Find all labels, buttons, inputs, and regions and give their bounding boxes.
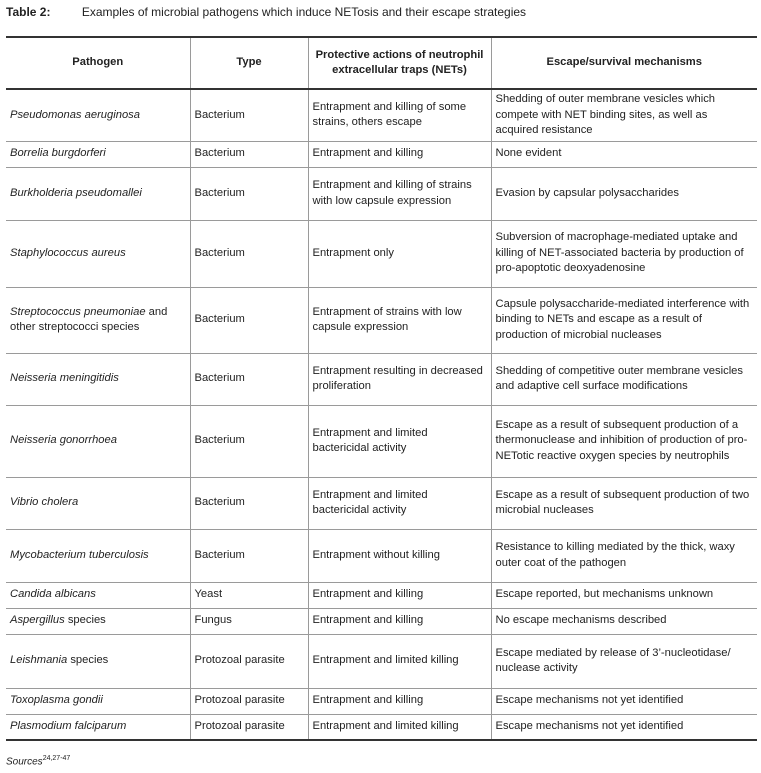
cell-escape-mechanism: Resistance to killing mediated by the thick, waxy outer coat of the pathogen <box>491 529 757 582</box>
table-row <box>6 714 757 740</box>
column-header-protective-actions: Protective actions of neutrophil extracellular traps (NETs) <box>308 38 491 89</box>
cell-type: Bacterium <box>190 529 308 582</box>
cell-pathogen <box>6 714 190 740</box>
cell-type: Bacterium <box>190 353 308 405</box>
cell-type: Bacterium <box>190 287 308 353</box>
table-title: Examples of microbial pathogens which induce NETosis and their escape strategies <box>81 5 527 19</box>
cell-protective-action: Entrapment and killing <box>308 688 491 714</box>
cell-protective-action: Entrapment and limited bactericidal activity <box>308 477 491 529</box>
pathogen-name: Candida albicans <box>10 588 96 601</box>
cell-protective-action: Entrapment only <box>308 220 491 287</box>
cell-escape-mechanism: None evident <box>491 141 757 167</box>
pathogen-name: Leishmania <box>10 654 68 667</box>
cell-type: Bacterium <box>190 220 308 287</box>
cell-escape-mechanism: Subversion of macrophage-mediated uptake and killing of NET-associated bacteria by production of pro-apoptotic deoxyadenosine <box>491 220 757 287</box>
pathogen-suffix: species <box>67 654 109 667</box>
cell-escape-mechanism: Capsule polysaccharide-mediated interference with binding to NETs and escape as a result of production of microbial nucleases <box>491 287 757 353</box>
pathogen-table <box>6 38 757 741</box>
cell-escape-mechanism: Evasion by capsular polysaccharides <box>491 167 757 220</box>
table-row <box>6 477 757 529</box>
cell-pathogen <box>6 89 190 141</box>
pathogen-name: Streptococcus pneumoniae <box>10 305 146 318</box>
column-header-pathogen: Pathogen <box>6 38 190 89</box>
pathogen-name: Staphylococcus aureus <box>10 246 126 259</box>
cell-escape-mechanism: Shedding of competitive outer membrane vesicles and adaptive cell surface modifications <box>491 353 757 405</box>
pathogen-suffix: and other streptococci species <box>10 305 168 333</box>
table-row <box>6 287 757 353</box>
cell-protective-action: Entrapment and limited bactericidal activity <box>308 405 491 477</box>
header-row <box>6 38 757 89</box>
sources-label: Sources <box>6 756 43 768</box>
cell-pathogen <box>6 688 190 714</box>
table-row <box>6 608 757 634</box>
cell-pathogen <box>6 287 190 353</box>
table-row <box>6 688 757 714</box>
cell-type: Bacterium <box>190 477 308 529</box>
cell-type: Bacterium <box>190 141 308 167</box>
cell-escape-mechanism: Shedding of outer membrane vesicles which compete with NET binding sites, as well as acquired resistance <box>491 89 757 141</box>
cell-protective-action: Entrapment without killing <box>308 529 491 582</box>
column-header-escape-mechanisms: Escape/survival mechanisms <box>491 38 757 89</box>
pathogen-name: Plasmodium falciparum <box>10 720 127 732</box>
cell-protective-action: Entrapment and killing <box>308 608 491 634</box>
cell-pathogen <box>6 141 190 167</box>
cell-type: Fungus <box>190 608 308 634</box>
pathogen-name: Pseudomonas aeruginosa <box>10 108 140 121</box>
pathogen-name: Mycobacterium tuberculosis <box>10 548 149 561</box>
cell-pathogen <box>6 477 190 529</box>
cell-protective-action: Entrapment and limited killing <box>308 634 491 688</box>
pathogen-suffix: species <box>64 614 106 627</box>
cell-type: Protozoal parasite <box>190 714 308 740</box>
cell-protective-action: Entrapment and limited killing <box>308 714 491 740</box>
cell-protective-action: Entrapment and killing <box>308 141 491 167</box>
table-row <box>6 141 757 167</box>
cell-type: Bacterium <box>190 89 308 141</box>
pathogen-name: Borrelia burgdorferi <box>10 147 106 160</box>
cell-protective-action: Entrapment and killing of strains with low capsule expression <box>308 167 491 220</box>
pathogen-name: Vibrio cholera <box>10 496 79 509</box>
table-row <box>6 167 757 220</box>
table-row <box>6 405 757 477</box>
cell-pathogen <box>6 405 190 477</box>
cell-escape-mechanism: Escape as a result of subsequent production of two microbial nucleases <box>491 477 757 529</box>
cell-protective-action: Entrapment and killing of some strains, others escape <box>308 89 491 141</box>
pathogen-name: Neisseria gonorrhoea <box>10 434 117 447</box>
table-row <box>6 529 757 582</box>
cell-type: Protozoal parasite <box>190 688 308 714</box>
cell-type: Protozoal parasite <box>190 634 308 688</box>
cell-pathogen <box>6 353 190 405</box>
cell-pathogen <box>6 608 190 634</box>
table-row <box>6 89 757 141</box>
pathogen-name: Toxoplasma gondii <box>10 694 103 707</box>
cell-pathogen <box>6 220 190 287</box>
table-caption <box>6 4 526 20</box>
cell-pathogen <box>6 634 190 688</box>
table-label: Table 2: <box>6 5 51 19</box>
cell-escape-mechanism: Escape mechanisms not yet identified <box>491 688 757 714</box>
cell-escape-mechanism: Escape mediated by release of 3’-nucleotidase/ nuclease activity <box>491 634 757 688</box>
cell-pathogen <box>6 167 190 220</box>
sources-note <box>6 755 70 767</box>
cell-protective-action: Entrapment and killing <box>308 582 491 608</box>
cell-type: Bacterium <box>190 167 308 220</box>
pathogen-name: Burkholderia pseudomallei <box>10 186 142 199</box>
cell-protective-action: Entrapment resulting in decreased proliferation <box>308 353 491 405</box>
pathogen-name: Neisseria meningitidis <box>10 372 119 385</box>
table-row <box>6 634 757 688</box>
cell-escape-mechanism: Escape mechanisms not yet identified <box>491 714 757 740</box>
sources-references: 24,27-47 <box>42 755 71 762</box>
column-header-type: Type <box>190 38 308 89</box>
table-row <box>6 582 757 608</box>
cell-pathogen <box>6 529 190 582</box>
pathogen-name: Aspergillus <box>10 614 65 627</box>
cell-type: Yeast <box>190 582 308 608</box>
cell-escape-mechanism: No escape mechanisms described <box>491 608 757 634</box>
table-row <box>6 353 757 405</box>
cell-type: Bacterium <box>190 405 308 477</box>
table-row <box>6 220 757 287</box>
cell-escape-mechanism: Escape as a result of subsequent production of a thermonuclease and inhibition of production of pro-NETotic reactive oxygen species by neutrophils <box>491 405 757 477</box>
cell-protective-action: Entrapment of strains with low capsule expression <box>308 287 491 353</box>
cell-escape-mechanism: Escape reported, but mechanisms unknown <box>491 582 757 608</box>
cell-pathogen <box>6 582 190 608</box>
